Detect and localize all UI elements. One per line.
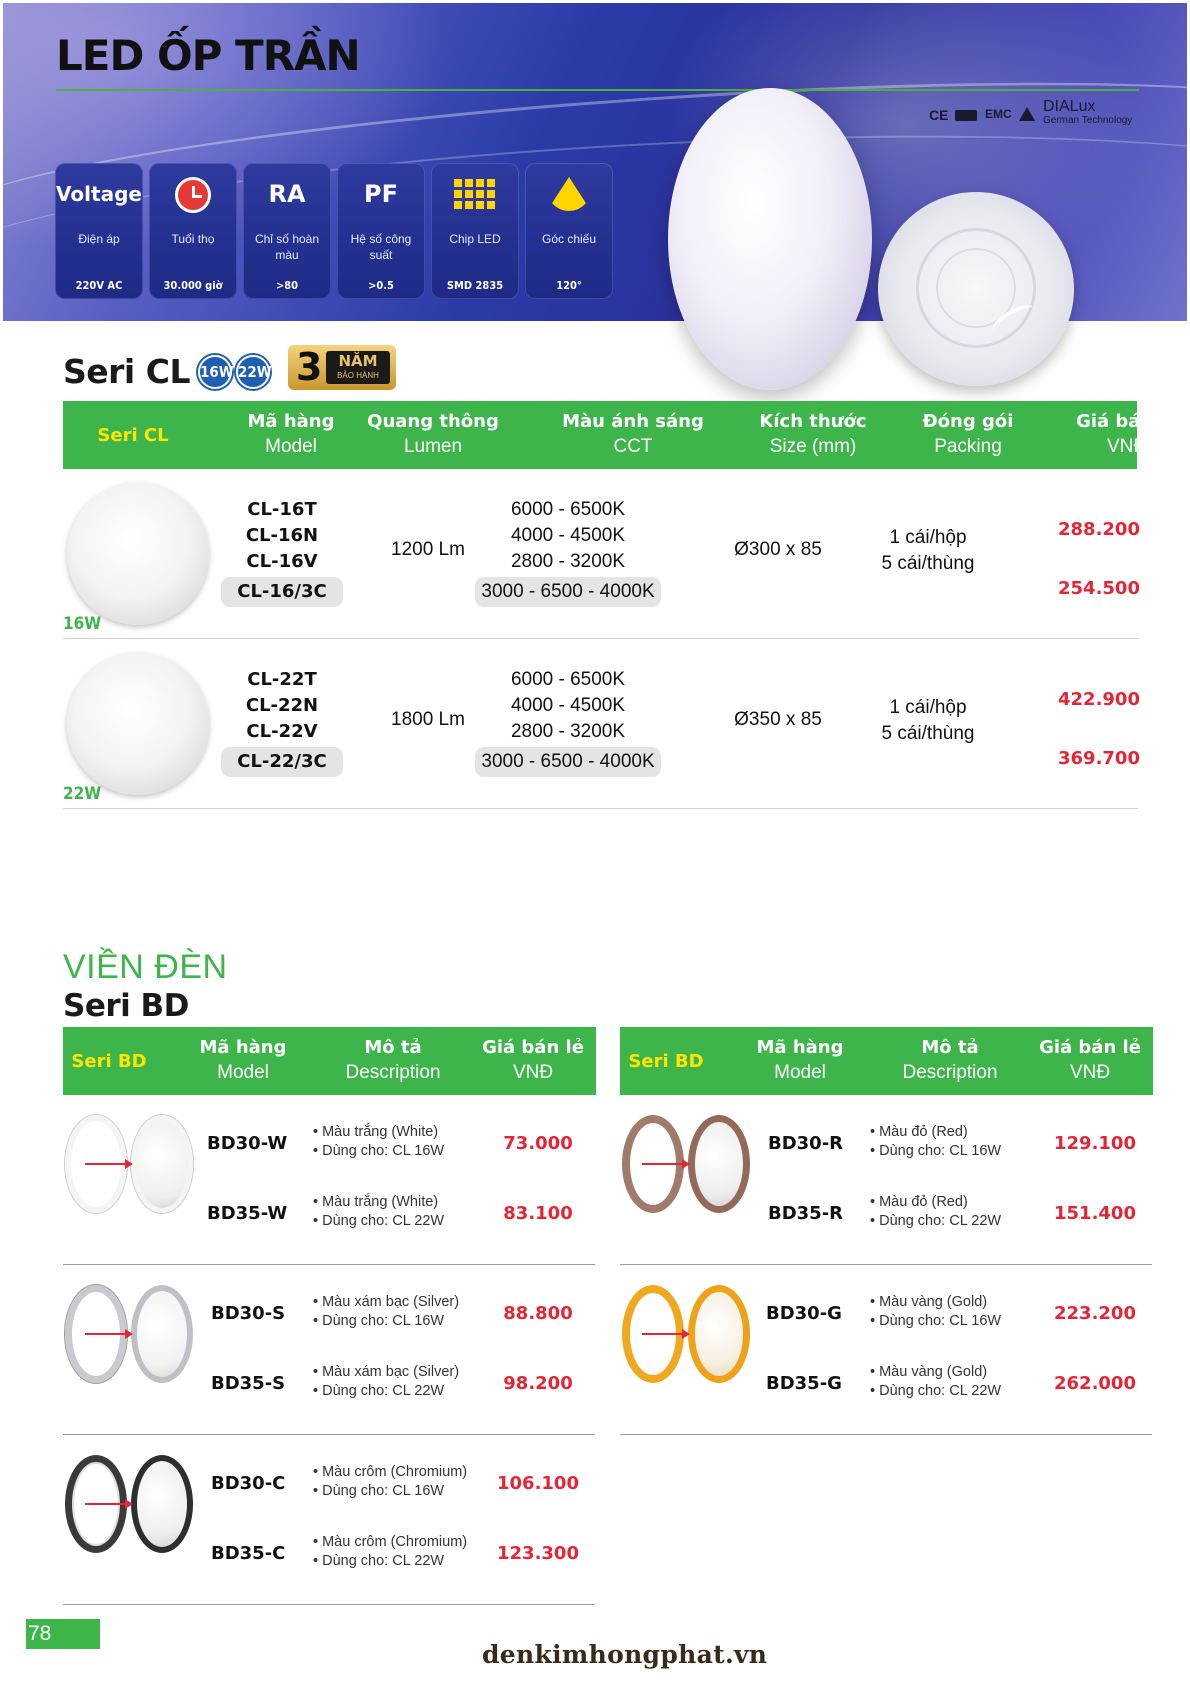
lamp-rim-image [65,1455,193,1555]
chip-grid-icon [454,177,496,209]
dialux-logo: DIALux [1043,98,1096,115]
arrow-icon [85,1163,131,1165]
description: • Màu vàng (Gold) • Dùng cho: CL 22W [870,1364,1002,1399]
arrow-icon [85,1503,131,1505]
dialux-tagline: German Technology [1043,115,1133,126]
ceiling-lamp-image [67,653,209,795]
model-code: BD30-S [211,1303,286,1324]
packing-value: 1 cái/hộp 5 cái/thùng [881,527,975,574]
bd-group-red [620,1095,1152,1265]
clock-icon [175,177,211,213]
model-code: BD35-C [211,1543,286,1564]
wattage-label: 16W [63,614,102,634]
bd-group-gold [620,1265,1152,1435]
spec-value: >0.5 [368,279,394,292]
price: 422.900 [1058,689,1140,710]
header-cell: Giá bán lẻ VNĐ [1039,1037,1141,1083]
ra-icon: RA [268,180,306,208]
header-cell: Quang thông Lumen [367,411,499,457]
emc-mark: EMC [985,107,1012,121]
lamp-rim-image [65,1285,193,1385]
price: 151.400 [1054,1203,1136,1224]
header-cell: Giá bán lẻ VNĐ [482,1037,584,1083]
model-code: CL-16V [246,551,318,572]
model-code-3c: CL-22/3C [221,747,343,777]
spec-value: 30.000 giờ [163,279,223,292]
price: 98.200 [503,1373,573,1394]
beam-angle-icon [547,177,591,211]
certification-logos [929,99,1144,127]
cct-value: 2800 - 3200K [510,721,626,742]
price: 73.000 [503,1133,573,1154]
price: 83.100 [503,1203,573,1224]
model-code: BD35-W [207,1203,288,1224]
ceiling-lamp-back-image [878,192,1074,386]
cct-list [463,497,673,607]
description: • Màu trắng (White) • Dùng cho: CL 22W [313,1194,445,1229]
header-cell: Mô tả Description [345,1037,441,1083]
cct-value-3c: 3000 - 6500 - 4000K [475,747,660,777]
spec-value: 220V AC [75,279,123,292]
cct-value: 6000 - 6500K [510,669,626,690]
header-cell: Mã hàng Model [756,1037,844,1083]
header-cell: Giá bán lẻ VNĐ [1076,411,1178,457]
warranty-badge [288,345,396,390]
page-number: 78 [26,1619,100,1649]
warranty-word: NĂM [338,352,378,370]
packing-value: 1 cái/hộp 5 cái/thùng [881,697,975,744]
description: • Màu đỏ (Red) • Dùng cho: CL 22W [870,1194,1002,1229]
cct-list [463,667,673,777]
description: • Màu đỏ (Red) • Dùng cho: CL 16W [870,1124,1002,1159]
spec-value: >80 [275,279,299,292]
spec-value: SMD 2835 [446,279,504,292]
model-code: BD30-W [207,1133,288,1154]
model-code: CL-16T [247,499,317,520]
header-cell: Mã hàng Model [247,411,335,457]
title-underline [56,89,1139,91]
spec-card-beam-angle [525,163,613,299]
bd-group-silver [63,1265,595,1435]
spec-value: 120° [556,279,582,292]
spec-label: Chỉ số hoàn màu [254,232,320,262]
header-cell: Đóng gói Packing [922,411,1014,457]
ceiling-lamp-front-image [668,88,872,390]
model-code: BD35-G [766,1373,842,1394]
model-code: BD35-S [211,1373,286,1394]
lamp-rim-image [65,1115,193,1215]
spec-card-ra [243,163,331,299]
lumen-value: 1800 Lm [391,709,465,730]
wattage-label: 22W [63,784,102,804]
header-cell: Kích thước Size (mm) [759,411,867,457]
description: • Màu vàng (Gold) • Dùng cho: CL 16W [870,1294,1002,1329]
price: 262.000 [1054,1373,1136,1394]
section-title-seri-cl: Seri CL [63,352,190,391]
model-code: CL-22T [247,669,317,690]
price: 123.300 [497,1543,579,1564]
header-cell: Seri BD [71,1050,147,1072]
size-value: Ø350 x 85 [734,709,822,730]
price: 106.100 [497,1473,579,1494]
spec-label: Hệ số công suất [350,232,412,262]
table-row [63,469,1138,639]
wattage-badge: 16W [198,355,232,389]
spec-label: Góc chiếu [541,232,597,246]
model-code: BD30-C [211,1473,286,1494]
warning-triangle-icon [1019,107,1035,121]
price: 88.800 [503,1303,573,1324]
header-cell: Seri BD [628,1050,704,1072]
cct-value: 4000 - 4500K [510,695,626,716]
ce-mark: CE [929,107,949,123]
size-value: Ø300 x 85 [734,539,822,560]
description: • Màu xám bạc (Silver) • Dùng cho: CL 16W [313,1294,460,1329]
model-code: BD30-R [768,1133,844,1154]
price: 223.200 [1054,1303,1136,1324]
model-code: CL-22N [245,695,319,716]
cct-value-3c: 3000 - 6500 - 4000K [475,577,660,607]
spec-card-voltage [55,163,143,299]
lumen-value: 1200 Lm [391,539,465,560]
spec-card-chip [431,163,519,299]
spec-card-lifetime [149,163,237,299]
lamp-rim-image [622,1115,750,1215]
price: 288.200 [1058,519,1140,540]
model-list [211,497,353,607]
cl-table-header [63,401,1178,469]
ceiling-lamp-image [67,483,209,625]
model-code: BD35-R [768,1203,844,1224]
price-3c: 254.500 [1058,578,1140,599]
rohs-icon [955,110,977,121]
arrow-icon [642,1333,688,1335]
description: • Màu crôm (Chromium) • Dùng cho: CL 22W [313,1534,468,1569]
arrow-icon [85,1333,131,1335]
model-code-3c: CL-16/3C [221,577,343,607]
description: • Màu trắng (White) • Dùng cho: CL 16W [313,1124,445,1159]
arrow-icon [642,1163,688,1165]
header-cell: Mô tả Description [902,1037,998,1083]
page-title: LED ỐP TRẦN [56,31,360,80]
price-3c: 369.700 [1058,748,1140,769]
wattage-badge: 22W [236,355,270,389]
cct-value: 2800 - 3200K [510,551,626,572]
model-code: CL-22V [246,721,318,742]
warranty-sub: BẢO HÀNH [337,371,379,380]
description: • Màu xám bạc (Silver) • Dùng cho: CL 22W [313,1364,460,1399]
model-code: CL-16N [245,525,319,546]
description: • Màu crôm (Chromium) • Dùng cho: CL 16W [313,1464,468,1499]
header-cell: Mã hàng Model [199,1037,287,1083]
cct-value: 6000 - 6500K [510,499,626,520]
spec-label: Chip LED [449,232,501,246]
section-title-seri-bd: Seri BD [63,988,189,1024]
cct-value: 4000 - 4500K [510,525,626,546]
bd-group-white [63,1095,595,1265]
model-list [211,667,353,777]
header-cell: Seri CL [97,424,169,446]
lamp-rim-image [622,1285,750,1385]
header-cell: Màu ánh sáng CCT [562,411,704,457]
pf-icon: PF [364,180,398,208]
section-kicker: VIỀN ĐÈN [63,948,228,986]
bd-table-header-right [620,1027,1153,1095]
spec-card-pf [337,163,425,299]
spec-label: Điện áp [78,232,120,246]
model-code: BD30-G [766,1303,842,1324]
bd-group-chromium [63,1435,595,1605]
spec-label: Tuổi thọ [171,232,215,246]
website-watermark: denkimhongphat.vn [482,1640,768,1669]
price: 129.100 [1054,1133,1136,1154]
voltage-icon: Voltage [56,182,142,206]
table-row [63,639,1138,809]
warranty-years: 3 [296,345,323,389]
bd-table-header-left [63,1027,596,1095]
